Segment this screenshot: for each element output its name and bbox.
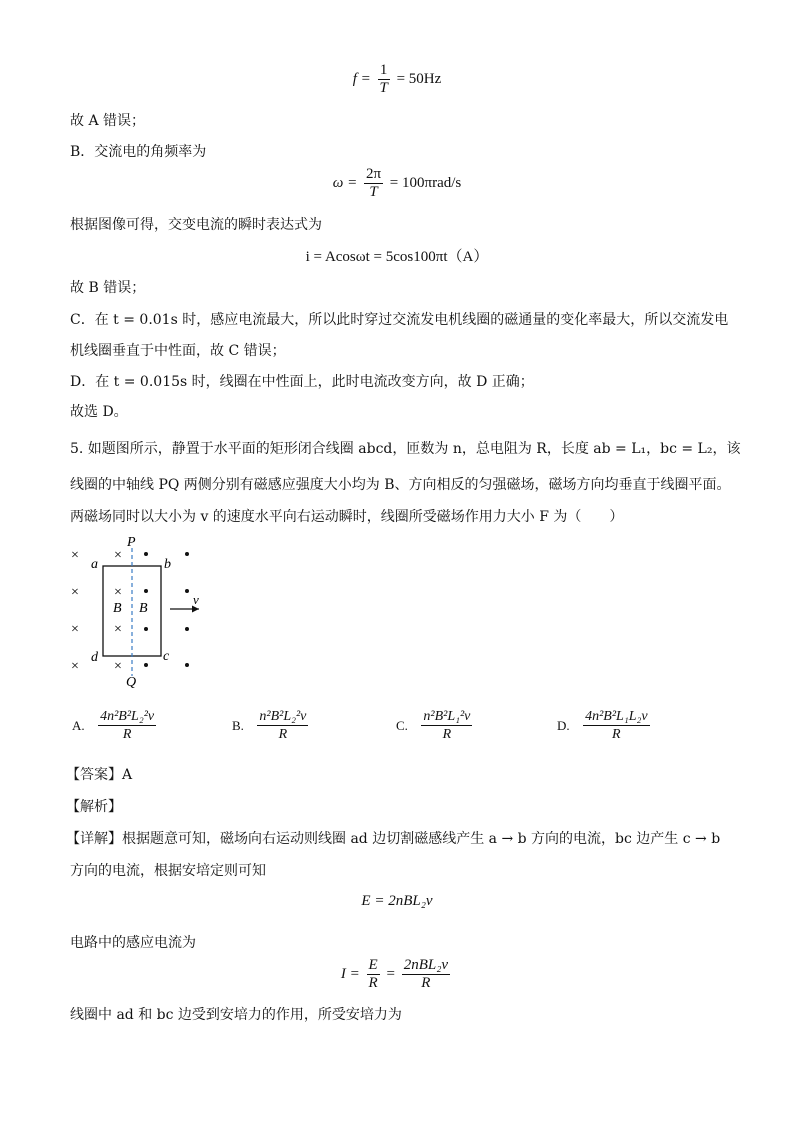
denominator: R	[122, 727, 132, 742]
dot-icon	[185, 663, 189, 667]
label-d: d	[91, 650, 98, 665]
text-b-title: B．交流电的角频率为	[70, 144, 207, 160]
fraction	[378, 62, 390, 97]
denominator: R	[278, 727, 288, 742]
equation-emf: E = 2nBL₂v	[361, 893, 433, 909]
eq-lhs: I =	[340, 965, 360, 982]
label-p: P	[127, 535, 136, 550]
dot-icon	[185, 589, 189, 593]
option-fraction	[421, 708, 472, 743]
denominator: R	[612, 727, 621, 742]
question-5-line1: 5. 如题图所示，静置于水平面的矩形闭合线圈 abcd，匝数为 n，总电阻为 R，长度 ab = L₁，bc = L₂，该	[70, 441, 741, 457]
option-d[interactable]	[557, 708, 653, 743]
fraction	[402, 957, 450, 992]
option-label: D.	[557, 717, 570, 733]
label-c: c	[163, 649, 170, 664]
question-5-line3: 两磁场同时以大小为 v 的速度水平向右运动瞬时，线圈所受磁场作用力大小 F 为（ ）	[70, 509, 624, 525]
text-ampere-force: 线圈中 ad 和 bc 边受到安培力的作用，所受安培力为	[70, 1007, 402, 1023]
cross-icon: ×	[114, 585, 122, 600]
cross-icon: ×	[71, 659, 79, 674]
cross-icon: ×	[114, 622, 122, 637]
option-c[interactable]	[396, 708, 475, 743]
text-c-line2: 机线圈垂直于中性面，故 C 错误；	[70, 343, 286, 359]
equation-omega	[0, 166, 794, 201]
text-expr-intro: 根据图像可得，交变电流的瞬时表达式为	[70, 217, 322, 233]
option-fraction	[583, 708, 649, 743]
cross-icon: ×	[114, 548, 122, 563]
dot-icon	[144, 552, 148, 556]
analysis-tag: 【解析】	[66, 799, 122, 815]
cross-icon: ×	[71, 622, 79, 637]
dot-icon	[185, 552, 189, 556]
dot-icon	[185, 627, 189, 631]
numerator: n²B²L₁²v	[423, 709, 471, 724]
option-b[interactable]	[232, 708, 311, 743]
cross-icon: ×	[71, 585, 79, 600]
option-label: A.	[72, 717, 85, 733]
cross-icon: ×	[114, 659, 122, 674]
equation-current-instant: i = Acosωt = 5cos100πt（A）	[305, 249, 489, 265]
option-fraction	[98, 708, 156, 743]
eq-lhs: f =	[352, 70, 371, 87]
denominator: R	[442, 727, 452, 742]
label-q: Q	[126, 675, 137, 690]
answer-line	[66, 764, 132, 784]
answer-tag: 【答案】	[66, 767, 122, 783]
numerator: 1	[378, 62, 390, 80]
text-b-wrong: 故 B 错误；	[70, 280, 146, 296]
answer-value: A	[122, 767, 133, 783]
text-induced-current: 电路中的感应电流为	[70, 935, 196, 951]
numerator: E	[368, 957, 378, 973]
label-b-field-left: B	[113, 601, 122, 616]
denominator: R	[421, 975, 431, 991]
dot-icon	[144, 589, 148, 593]
denominator: T	[369, 184, 378, 200]
option-a[interactable]	[72, 708, 159, 743]
equation-frequency	[0, 62, 794, 97]
numerator: n²B²L₂²v	[259, 709, 307, 724]
numerator: 2π	[365, 166, 382, 182]
label-a: a	[91, 557, 98, 572]
text-choose: 故选 D。	[70, 404, 128, 420]
text-a-wrong: 故 A 错误；	[70, 113, 146, 129]
eq-rhs: = 50Hz	[396, 70, 442, 87]
option-label: B.	[232, 717, 244, 733]
eq-lhs: ω =	[332, 174, 358, 191]
text-c-line1: C．在 t = 0.01s 时，感应电流最大，所以此时穿过交流发电机线圈的磁通量的变化率最大，所以交流发电	[70, 312, 729, 328]
coil-magnetic-field-figure	[62, 532, 212, 692]
label-b-field-right: B	[139, 601, 148, 616]
equation-current	[0, 957, 794, 992]
denominator: R	[368, 975, 378, 991]
numerator: 4n²B²L₂²v	[100, 709, 155, 724]
numerator: 4n²B²L₁L₂v	[585, 709, 648, 724]
numerator: 2nBL₂v	[403, 957, 449, 973]
label-v: v	[193, 592, 199, 607]
cross-icon: ×	[71, 548, 79, 563]
question-5-line2: 线圈的中轴线 PQ 两侧分别有磁感应强度大小均为 B、方向相反的匀强磁场，磁场方向均垂直于线圈平面。	[70, 477, 731, 493]
dot-icon	[144, 663, 148, 667]
detail-line1: 【详解】根据题意可知，磁场向右运动则线圈 ad 边切割磁感线产生 a → b 方向的电流，bc 边产生 c → b	[66, 831, 721, 847]
option-label: C.	[396, 717, 408, 733]
eq-rhs: = 100πrad/s	[389, 174, 462, 191]
label-b: b	[164, 557, 171, 572]
detail-line2: 方向的电流，根据安培定则可知	[70, 863, 266, 879]
text-d: D．在 t = 0.015s 时，线圈在中性面上，此时电流改变方向，故 D 正确；	[70, 374, 534, 390]
dot-icon	[144, 627, 148, 631]
equals-sign: =	[386, 965, 395, 982]
denominator: T	[379, 80, 388, 96]
fraction	[367, 957, 380, 992]
option-fraction	[257, 708, 308, 743]
fraction	[364, 166, 383, 201]
